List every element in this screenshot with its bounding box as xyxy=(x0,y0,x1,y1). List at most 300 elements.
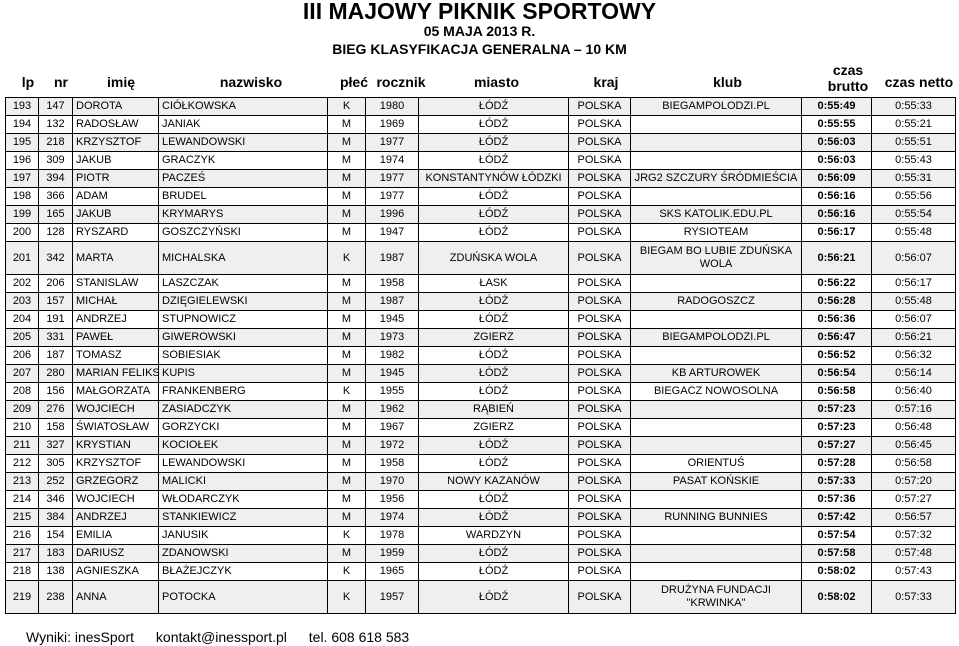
cell-rocznik: 1957 xyxy=(366,581,419,614)
cell-klub: BIEGACZ NOWOSOLNA xyxy=(631,383,802,401)
cell-nazwisko: BRUDEL xyxy=(159,188,328,206)
cell-nazwisko: JANIAK xyxy=(159,116,328,134)
cell-kraj: POLSKA xyxy=(569,347,631,365)
cell-lp: 202 xyxy=(6,275,39,293)
cell-brutto: 0:57:23 xyxy=(802,419,872,437)
cell-miasto: ZDUŃSKA WOLA xyxy=(419,242,569,275)
cell-kraj: POLSKA xyxy=(569,491,631,509)
cell-nazwisko: JANUSIK xyxy=(159,527,328,545)
cell-rocznik: 1973 xyxy=(366,329,419,347)
cell-lp: 198 xyxy=(6,188,39,206)
cell-nr: 342 xyxy=(39,242,73,275)
cell-rocznik: 1958 xyxy=(366,455,419,473)
cell-klub: JRG2 SZCZURY ŚRÓDMIEŚCIA xyxy=(631,170,802,188)
cell-netto: 0:56:48 xyxy=(872,419,956,437)
col-header-imie: imię xyxy=(106,74,135,90)
cell-kraj: POLSKA xyxy=(569,188,631,206)
cell-brutto: 0:56:28 xyxy=(802,293,872,311)
col-header-kraj: kraj xyxy=(593,74,619,90)
cell-kraj: POLSKA xyxy=(569,545,631,563)
cell-netto: 0:57:48 xyxy=(872,545,956,563)
cell-klub xyxy=(631,491,802,509)
table-row xyxy=(6,98,956,116)
cell-kraj: POLSKA xyxy=(569,563,631,581)
cell-klub: RUNNING BUNNIES xyxy=(631,509,802,527)
cell-kraj: POLSKA xyxy=(569,152,631,170)
cell-lp: 195 xyxy=(6,134,39,152)
col-header-plec: płeć xyxy=(339,74,368,90)
cell-lp: 215 xyxy=(6,509,39,527)
table-row xyxy=(6,134,956,152)
cell-klub: BIEGAMPOLODZI.PL xyxy=(631,98,802,116)
cell-nr: 331 xyxy=(39,329,73,347)
cell-klub xyxy=(631,152,802,170)
cell-brutto: 0:56:52 xyxy=(802,347,872,365)
cell-kraj: POLSKA xyxy=(569,329,631,347)
table-row xyxy=(6,509,956,527)
cell-brutto: 0:57:28 xyxy=(802,455,872,473)
cell-netto: 0:55:43 xyxy=(872,152,956,170)
cell-rocznik: 1987 xyxy=(366,242,419,275)
cell-klub xyxy=(631,347,802,365)
cell-klub xyxy=(631,437,802,455)
cell-nr: 218 xyxy=(39,134,73,152)
cell-rocznik: 1965 xyxy=(366,563,419,581)
cell-lp: 203 xyxy=(6,293,39,311)
cell-lp: 196 xyxy=(6,152,39,170)
cell-miasto: ŁÓDŹ xyxy=(419,365,569,383)
cell-miasto: RĄBIEŃ xyxy=(419,401,569,419)
cell-netto: 0:57:16 xyxy=(872,401,956,419)
cell-imie: MARTA xyxy=(73,242,159,275)
cell-klub: SKS KATOLIK.EDU.PL xyxy=(631,206,802,224)
cell-klub: BIEGAM BO LUBIE ZDUŃSKA WOLA xyxy=(631,242,802,275)
cell-nazwisko: STUPNOWICZ xyxy=(159,311,328,329)
cell-imie: PAWEŁ xyxy=(73,329,159,347)
cell-nazwisko: KUPIS xyxy=(159,365,328,383)
cell-nazwisko: GOSZCZYŃSKI xyxy=(159,224,328,242)
cell-imie: MICHAŁ xyxy=(73,293,159,311)
table-row xyxy=(6,401,956,419)
cell-imie: DOROTA xyxy=(73,98,159,116)
cell-brutto: 0:56:22 xyxy=(802,275,872,293)
table-row xyxy=(6,563,956,581)
cell-imie: RYSZARD xyxy=(73,224,159,242)
cell-nazwisko: LEWANDOWSKI xyxy=(159,134,328,152)
cell-kraj: POLSKA xyxy=(569,242,631,275)
cell-miasto: ŁÓDŹ xyxy=(419,545,569,563)
cell-plec: M xyxy=(328,437,366,455)
cell-imie: AGNIESZKA xyxy=(73,563,159,581)
cell-imie: WOJCIECH xyxy=(73,401,159,419)
cell-plec: M xyxy=(328,134,366,152)
event-date: 05 MAJA 2013 R. xyxy=(423,23,536,39)
cell-nazwisko: LASZCZAK xyxy=(159,275,328,293)
cell-brutto: 0:57:27 xyxy=(802,437,872,455)
cell-lp: 208 xyxy=(6,383,39,401)
cell-brutto: 0:55:55 xyxy=(802,116,872,134)
cell-lp: 218 xyxy=(6,563,39,581)
cell-miasto: ŁÓDŹ xyxy=(419,98,569,116)
cell-kraj: POLSKA xyxy=(569,581,631,614)
cell-miasto: ŁÓDŹ xyxy=(419,455,569,473)
cell-miasto: NOWY KAZANÓW xyxy=(419,473,569,491)
cell-imie: EMILIA xyxy=(73,527,159,545)
cell-miasto: ŁÓDŹ xyxy=(419,581,569,614)
cell-brutto: 0:56:54 xyxy=(802,365,872,383)
cell-nr: 309 xyxy=(39,152,73,170)
cell-miasto: ŁÓDŹ xyxy=(419,152,569,170)
col-header-czas-brutto xyxy=(816,62,880,94)
cell-netto: 0:55:56 xyxy=(872,188,956,206)
cell-brutto: 0:56:03 xyxy=(802,152,872,170)
cell-nr: 147 xyxy=(39,98,73,116)
cell-nr: 346 xyxy=(39,491,73,509)
results-table xyxy=(5,97,956,614)
cell-lp: 206 xyxy=(6,347,39,365)
cell-netto: 0:56:07 xyxy=(872,242,956,275)
cell-kraj: POLSKA xyxy=(569,509,631,527)
cell-rocznik: 1962 xyxy=(366,401,419,419)
cell-kraj: POLSKA xyxy=(569,419,631,437)
cell-nazwisko: CIÓŁKOWSKA xyxy=(159,98,328,116)
cell-rocznik: 1977 xyxy=(366,170,419,188)
cell-plec: K xyxy=(328,581,366,614)
cell-plec: M xyxy=(328,224,366,242)
cell-lp: 197 xyxy=(6,170,39,188)
cell-kraj: POLSKA xyxy=(569,401,631,419)
cell-kraj: POLSKA xyxy=(569,170,631,188)
cell-kraj: POLSKA xyxy=(569,275,631,293)
cell-brutto: 0:55:49 xyxy=(802,98,872,116)
cell-netto: 0:56:17 xyxy=(872,275,956,293)
table-row xyxy=(6,527,956,545)
cell-plec: K xyxy=(328,98,366,116)
cell-nr: 366 xyxy=(39,188,73,206)
cell-rocznik: 1980 xyxy=(366,98,419,116)
cell-lp: 212 xyxy=(6,455,39,473)
cell-klub xyxy=(631,545,802,563)
cell-nr: 158 xyxy=(39,419,73,437)
cell-imie: JAKUB xyxy=(73,206,159,224)
cell-miasto: ŁÓDŹ xyxy=(419,224,569,242)
cell-plec: M xyxy=(328,455,366,473)
col-header-lp: lp xyxy=(21,74,35,90)
cell-lp: 211 xyxy=(6,437,39,455)
cell-nr: 128 xyxy=(39,224,73,242)
cell-nr: 394 xyxy=(39,170,73,188)
cell-rocznik: 1958 xyxy=(366,275,419,293)
cell-plec: K xyxy=(328,242,366,275)
cell-nr: 156 xyxy=(39,383,73,401)
cell-kraj: POLSKA xyxy=(569,116,631,134)
cell-kraj: POLSKA xyxy=(569,527,631,545)
cell-brutto: 0:56:17 xyxy=(802,224,872,242)
cell-nazwisko: ZDANOWSKI xyxy=(159,545,328,563)
cell-rocznik: 1982 xyxy=(366,347,419,365)
cell-miasto: ŁÓDŹ xyxy=(419,293,569,311)
cell-kraj: POLSKA xyxy=(569,437,631,455)
cell-rocznik: 1977 xyxy=(366,188,419,206)
cell-klub xyxy=(631,527,802,545)
cell-netto: 0:56:07 xyxy=(872,311,956,329)
cell-brutto: 0:57:23 xyxy=(802,401,872,419)
cell-nazwisko: WŁODARCZYK xyxy=(159,491,328,509)
table-row xyxy=(6,437,956,455)
cell-nr: 191 xyxy=(39,311,73,329)
cell-plec: M xyxy=(328,509,366,527)
cell-nr: 252 xyxy=(39,473,73,491)
cell-imie: KRZYSZTOF xyxy=(73,455,159,473)
col-header-brutto-line1: czas xyxy=(832,62,864,78)
cell-kraj: POLSKA xyxy=(569,134,631,152)
cell-imie: ŚWIATOSŁAW xyxy=(73,419,159,437)
cell-netto: 0:57:43 xyxy=(872,563,956,581)
table-row xyxy=(6,242,956,275)
cell-netto: 0:55:33 xyxy=(872,98,956,116)
cell-rocznik: 1947 xyxy=(366,224,419,242)
cell-brutto: 0:56:03 xyxy=(802,134,872,152)
cell-imie: MAŁGORZATA xyxy=(73,383,159,401)
cell-klub: ORIENTUŚ xyxy=(631,455,802,473)
cell-miasto: ŁÓDŹ xyxy=(419,134,569,152)
cell-klub: DRUŻYNA FUNDACJI "KRWINKA" xyxy=(631,581,802,614)
cell-plec: K xyxy=(328,563,366,581)
cell-nazwisko: MALICKI xyxy=(159,473,328,491)
table-row xyxy=(6,383,956,401)
cell-rocznik: 1945 xyxy=(366,365,419,383)
cell-lp: 213 xyxy=(6,473,39,491)
cell-plec: M xyxy=(328,188,366,206)
cell-imie: ADAM xyxy=(73,188,159,206)
table-row xyxy=(6,293,956,311)
cell-brutto: 0:57:58 xyxy=(802,545,872,563)
cell-lp: 204 xyxy=(6,311,39,329)
cell-miasto: ŁÓDŹ xyxy=(419,509,569,527)
cell-kraj: POLSKA xyxy=(569,311,631,329)
cell-kraj: POLSKA xyxy=(569,383,631,401)
cell-nr: 238 xyxy=(39,581,73,614)
cell-miasto: ŁÓDŹ xyxy=(419,563,569,581)
cell-lp: 216 xyxy=(6,527,39,545)
cell-netto: 0:55:54 xyxy=(872,206,956,224)
cell-rocznik: 1955 xyxy=(366,383,419,401)
cell-nazwisko: GRACZYK xyxy=(159,152,328,170)
cell-kraj: POLSKA xyxy=(569,455,631,473)
cell-miasto: ŁÓDŹ xyxy=(419,311,569,329)
cell-plec: M xyxy=(328,545,366,563)
cell-miasto: ŁÓDŹ xyxy=(419,383,569,401)
cell-nr: 384 xyxy=(39,509,73,527)
table-row xyxy=(6,545,956,563)
cell-brutto: 0:56:09 xyxy=(802,170,872,188)
cell-brutto: 0:57:36 xyxy=(802,491,872,509)
cell-plec: M xyxy=(328,116,366,134)
cell-klub: KB ARTUROWEK xyxy=(631,365,802,383)
cell-nr: 305 xyxy=(39,455,73,473)
table-row xyxy=(6,311,956,329)
cell-plec: M xyxy=(328,152,366,170)
column-headers xyxy=(0,58,959,98)
col-header-czas-netto: czas netto xyxy=(884,74,954,90)
footer-contact: kontakt@inessport.pl xyxy=(155,629,287,645)
cell-netto: 0:57:27 xyxy=(872,491,956,509)
cell-klub xyxy=(631,188,802,206)
cell-imie: RADOSŁAW xyxy=(73,116,159,134)
cell-imie: STANISLAW xyxy=(73,275,159,293)
table-row xyxy=(6,188,956,206)
cell-nr: 183 xyxy=(39,545,73,563)
cell-brutto: 0:56:16 xyxy=(802,188,872,206)
cell-imie: PIOTR xyxy=(73,170,159,188)
table-row xyxy=(6,347,956,365)
cell-klub xyxy=(631,563,802,581)
cell-netto: 0:56:58 xyxy=(872,455,956,473)
cell-kraj: POLSKA xyxy=(569,224,631,242)
cell-plec: M xyxy=(328,401,366,419)
cell-rocznik: 1972 xyxy=(366,437,419,455)
cell-nazwisko: PACZEŚ xyxy=(159,170,328,188)
cell-imie: MARIAN FELIKS xyxy=(73,365,159,383)
cell-imie: WOJCIECH xyxy=(73,491,159,509)
cell-imie: TOMASZ xyxy=(73,347,159,365)
cell-klub xyxy=(631,419,802,437)
cell-klub: RADOGOSZCZ xyxy=(631,293,802,311)
cell-miasto: ŁÓDŹ xyxy=(419,188,569,206)
cell-imie: DARIUSZ xyxy=(73,545,159,563)
cell-klub xyxy=(631,401,802,419)
cell-miasto: WARDZYN xyxy=(419,527,569,545)
cell-netto: 0:55:48 xyxy=(872,224,956,242)
cell-klub xyxy=(631,116,802,134)
table-row xyxy=(6,224,956,242)
cell-rocznik: 1967 xyxy=(366,419,419,437)
cell-netto: 0:55:48 xyxy=(872,293,956,311)
cell-netto: 0:56:45 xyxy=(872,437,956,455)
cell-netto: 0:56:57 xyxy=(872,509,956,527)
cell-nazwisko: GORZYCKI xyxy=(159,419,328,437)
table-row xyxy=(6,206,956,224)
table-row xyxy=(6,491,956,509)
cell-imie: ANNA xyxy=(73,581,159,614)
cell-netto: 0:56:32 xyxy=(872,347,956,365)
cell-imie: KRZYSZTOF xyxy=(73,134,159,152)
cell-lp: 194 xyxy=(6,116,39,134)
cell-imie: GRZEGORZ xyxy=(73,473,159,491)
cell-rocznik: 1945 xyxy=(366,311,419,329)
cell-nazwisko: KOCIOŁEK xyxy=(159,437,328,455)
cell-rocznik: 1978 xyxy=(366,527,419,545)
cell-miasto: ŁÓDŹ xyxy=(419,437,569,455)
cell-nazwisko: STANKIEWICZ xyxy=(159,509,328,527)
cell-rocznik: 1959 xyxy=(366,545,419,563)
cell-lp: 207 xyxy=(6,365,39,383)
cell-imie: JAKUB xyxy=(73,152,159,170)
cell-lp: 219 xyxy=(6,581,39,614)
cell-rocznik: 1974 xyxy=(366,152,419,170)
col-header-klub: klub xyxy=(713,74,742,90)
col-header-brutto-line2: brutto xyxy=(827,78,869,94)
cell-lp: 210 xyxy=(6,419,39,437)
cell-miasto: ŁÓDŹ xyxy=(419,347,569,365)
cell-klub: BIEGAMPOLODZI.PL xyxy=(631,329,802,347)
cell-nazwisko: POTOCKA xyxy=(159,581,328,614)
cell-lp: 201 xyxy=(6,242,39,275)
cell-kraj: POLSKA xyxy=(569,98,631,116)
cell-rocznik: 1977 xyxy=(366,134,419,152)
col-header-miasto: miasto xyxy=(473,74,520,90)
cell-netto: 0:57:20 xyxy=(872,473,956,491)
cell-nr: 154 xyxy=(39,527,73,545)
cell-nazwisko: LEWANDOWSKI xyxy=(159,455,328,473)
table-row xyxy=(6,329,956,347)
table-row xyxy=(6,116,956,134)
footer-results: Wyniki: inesSport xyxy=(26,629,135,645)
cell-brutto: 0:56:47 xyxy=(802,329,872,347)
cell-lp: 200 xyxy=(6,224,39,242)
cell-plec: M xyxy=(328,311,366,329)
cell-nazwisko: ZASIADCZYK xyxy=(159,401,328,419)
cell-plec: M xyxy=(328,419,366,437)
cell-klub: PASAT KOŃSKIE xyxy=(631,473,802,491)
cell-plec: M xyxy=(328,473,366,491)
cell-brutto: 0:57:54 xyxy=(802,527,872,545)
cell-nazwisko: FRANKENBERG xyxy=(159,383,328,401)
cell-klub: RYSIOTEAM xyxy=(631,224,802,242)
cell-miasto: ZGIERZ xyxy=(419,419,569,437)
cell-brutto: 0:56:36 xyxy=(802,311,872,329)
cell-klub xyxy=(631,134,802,152)
cell-nr: 327 xyxy=(39,437,73,455)
table-row xyxy=(6,365,956,383)
cell-nr: 276 xyxy=(39,401,73,419)
cell-rocznik: 1970 xyxy=(366,473,419,491)
cell-plec: K xyxy=(328,383,366,401)
cell-plec: K xyxy=(328,527,366,545)
cell-netto: 0:56:40 xyxy=(872,383,956,401)
cell-kraj: POLSKA xyxy=(569,206,631,224)
cell-nazwisko: SOBIESIAK xyxy=(159,347,328,365)
cell-lp: 217 xyxy=(6,545,39,563)
cell-klub xyxy=(631,311,802,329)
cell-nazwisko: MICHALSKA xyxy=(159,242,328,275)
cell-miasto: ŁÓDŹ xyxy=(419,116,569,134)
col-header-nazwisko: nazwisko xyxy=(219,74,283,90)
cell-brutto: 0:58:02 xyxy=(802,563,872,581)
cell-rocznik: 1969 xyxy=(366,116,419,134)
race-title: BIEG KLASYFIKACJA GENERALNA – 10 KM xyxy=(332,41,627,57)
table-row xyxy=(6,170,956,188)
cell-miasto: ŁÓDŹ xyxy=(419,491,569,509)
footer-phone: tel. 608 618 583 xyxy=(308,629,410,645)
cell-lp: 199 xyxy=(6,206,39,224)
cell-kraj: POLSKA xyxy=(569,293,631,311)
cell-brutto: 0:57:33 xyxy=(802,473,872,491)
cell-plec: M xyxy=(328,293,366,311)
cell-lp: 205 xyxy=(6,329,39,347)
cell-plec: M xyxy=(328,365,366,383)
cell-rocznik: 1974 xyxy=(366,509,419,527)
cell-miasto: ZGIERZ xyxy=(419,329,569,347)
col-header-rocznik: rocznik xyxy=(376,74,426,90)
cell-imie: ANDRZEJ xyxy=(73,509,159,527)
cell-plec: M xyxy=(328,170,366,188)
cell-kraj: POLSKA xyxy=(569,473,631,491)
cell-brutto: 0:56:58 xyxy=(802,383,872,401)
cell-lp: 214 xyxy=(6,491,39,509)
table-row xyxy=(6,152,956,170)
cell-netto: 0:55:51 xyxy=(872,134,956,152)
